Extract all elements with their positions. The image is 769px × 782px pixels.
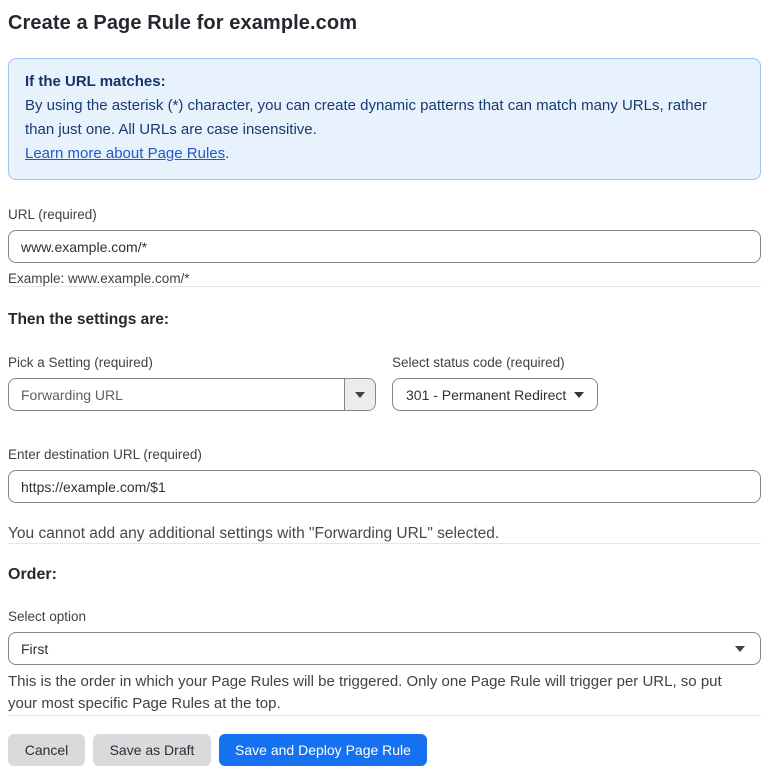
form-actions (8, 734, 761, 766)
info-box-body: By using the asterisk (*) character, you can create dynamic patterns that can match many URLs, rather than just one. All URLs are case insensitive. (25, 97, 707, 138)
cancel-button[interactable]: Cancel (8, 734, 85, 766)
destination-url-label: Enter destination URL (required) (8, 447, 202, 462)
settings-row (8, 355, 761, 411)
settings-restriction-note: You cannot add any additional settings with "Forwarding URL" selected. (8, 525, 500, 542)
triangle-down-icon (355, 392, 365, 398)
order-select-label: Select option (8, 609, 87, 624)
divider (8, 286, 761, 287)
order-select-value: First (21, 640, 49, 657)
status-code-label: Select status code (required) (392, 355, 565, 370)
url-match-info-box (8, 58, 761, 180)
status-code-value: 301 - Permanent Redirect (406, 386, 567, 403)
save-and-deploy-button[interactable]: Save and Deploy Page Rule (219, 734, 427, 766)
settings-section-heading: Then the settings are: (8, 311, 170, 328)
setting-select[interactable] (8, 378, 376, 411)
status-code-column (392, 355, 598, 411)
chevron-down-icon (574, 392, 584, 398)
destination-url-input[interactable] (8, 470, 761, 503)
chevron-down-icon (735, 646, 745, 652)
info-box-heading: If the URL matches: (25, 73, 166, 90)
setting-select-label: Pick a Setting (required) (8, 355, 153, 370)
url-field-helper: Example: www.example.com/* (8, 271, 190, 286)
divider (8, 543, 761, 544)
save-as-draft-button[interactable]: Save as Draft (93, 734, 211, 766)
order-section-heading: Order: (8, 566, 57, 583)
url-field-label: URL (required) (8, 207, 97, 222)
setting-select-value: Forwarding URL (21, 386, 123, 403)
divider (8, 715, 761, 716)
order-helper-text: This is the order in which your Page Rules will be triggered. Only one Page Rule will trigger per URL, so put your most specific Page Rules at the top. (8, 673, 722, 712)
info-box-link-line (25, 142, 744, 166)
setting-column (8, 355, 376, 411)
status-code-select[interactable] (392, 378, 598, 411)
destination-url-group (8, 447, 761, 503)
learn-more-link[interactable]: Learn more about Page Rules (25, 145, 226, 162)
link-period: . (225, 145, 230, 162)
order-select[interactable] (8, 632, 761, 665)
chevron-down-icon[interactable] (344, 379, 375, 410)
url-input[interactable] (8, 230, 761, 263)
page-title: Create a Page Rule for example.com (8, 12, 358, 34)
